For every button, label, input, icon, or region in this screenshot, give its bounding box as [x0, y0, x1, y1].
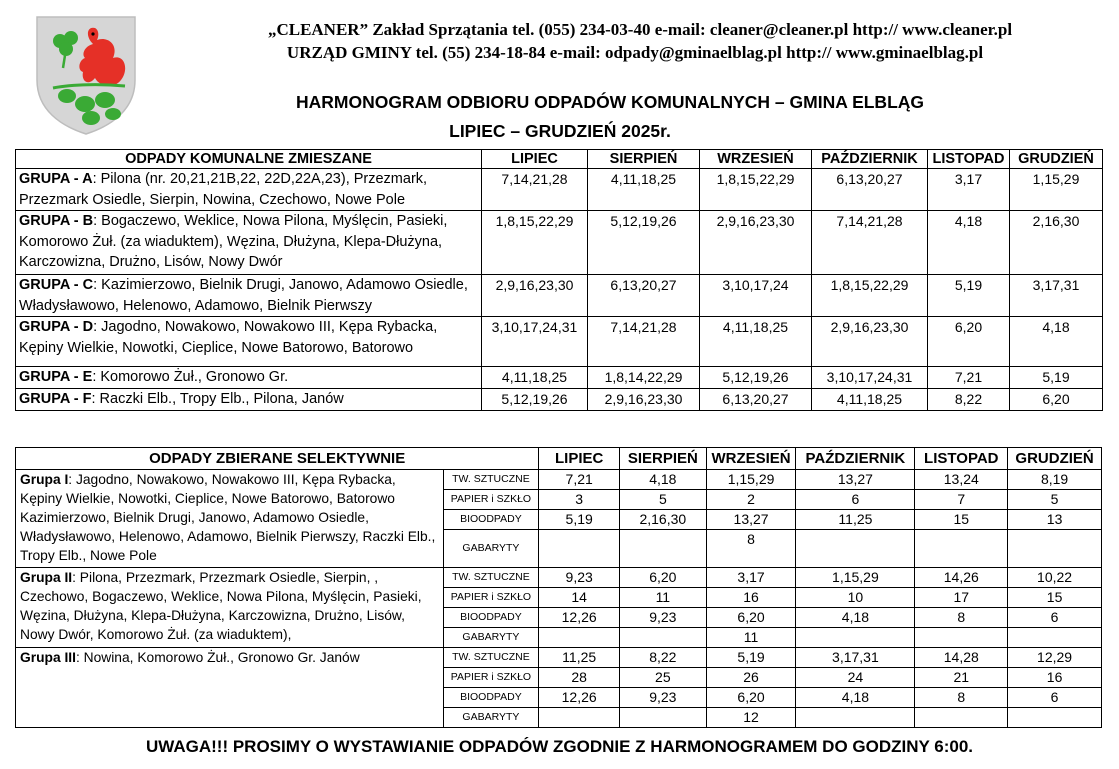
- date-cell: 2,16,30: [1010, 211, 1103, 275]
- date-cell: [1008, 530, 1102, 568]
- date-cell: 14,28: [915, 648, 1008, 668]
- waste-type-label: BIOODPADY: [443, 688, 539, 708]
- date-cell: 13,27: [796, 470, 915, 490]
- date-cell: 2,9,16,23,30: [700, 211, 812, 275]
- waste-type-label: PAPIER i SZKŁO: [443, 588, 539, 608]
- date-cell: 4,18: [619, 470, 706, 490]
- date-cell: [915, 530, 1008, 568]
- group-label: GRUPA - B: [19, 213, 94, 229]
- date-cell: 6,20: [706, 688, 796, 708]
- group-cell: [16, 648, 444, 728]
- date-cell: 6,20: [706, 608, 796, 628]
- group-cell: [16, 275, 482, 317]
- date-cell: 7,14,21,28: [482, 169, 588, 211]
- date-cell: 7,14,21,28: [812, 211, 928, 275]
- date-cell: [619, 628, 706, 648]
- date-cell: [539, 628, 620, 648]
- date-cell: 24: [796, 668, 915, 688]
- date-cell: 8,22: [928, 389, 1010, 411]
- date-cell: 5: [1008, 490, 1102, 510]
- column-header: PAŹDZIERNIK: [796, 448, 915, 470]
- date-cell: 6: [1008, 608, 1102, 628]
- date-cell: 28: [539, 668, 620, 688]
- table-row: [16, 367, 1103, 389]
- warning-notice: UWAGA!!! PROSIMY O WYSTAWIANIE ODPADÓW ZGODNIE Z HARMONOGRAMEM DO GODZINY 6:00.: [145, 737, 974, 756]
- column-header: LIPIEC: [482, 150, 588, 169]
- date-cell: 25: [619, 668, 706, 688]
- date-cell: 7: [915, 490, 1008, 510]
- date-cell: 4,18: [796, 688, 915, 708]
- date-cell: 13,24: [915, 470, 1008, 490]
- date-cell: 3,10,17,24: [700, 275, 812, 317]
- date-cell: 9,23: [619, 688, 706, 708]
- date-cell: 1,15,29: [796, 568, 915, 588]
- column-header: PAŹDZIERNIK: [812, 150, 928, 169]
- date-cell: [539, 530, 620, 568]
- column-header: LISTOPAD: [915, 448, 1008, 470]
- waste-type-label: GABARYTY: [443, 708, 539, 728]
- column-header: WRZESIEŃ: [700, 150, 812, 169]
- date-cell: 2,16,30: [619, 510, 706, 530]
- group-cell: [16, 367, 482, 389]
- group-label: GRUPA - E: [19, 369, 93, 385]
- column-header: SIERPIEŃ: [619, 448, 706, 470]
- date-cell: 6: [1008, 688, 1102, 708]
- waste-type-label: BIOODPADY: [443, 608, 539, 628]
- date-cell: 5,12,19,26: [588, 211, 700, 275]
- date-cell: 4,18: [796, 608, 915, 628]
- waste-type-label: GABARYTY: [443, 628, 539, 648]
- table-row: [16, 317, 1103, 367]
- group-label: Grupa I: [20, 472, 69, 487]
- date-cell: 6,13,20,27: [700, 389, 812, 411]
- date-cell: 2,9,16,23,30: [588, 389, 700, 411]
- date-cell: 3,10,17,24,31: [812, 367, 928, 389]
- date-cell: 3,17: [706, 568, 796, 588]
- date-cell: 12,29: [1008, 648, 1102, 668]
- group-label: GRUPA - A: [19, 171, 93, 187]
- date-cell: 3: [539, 490, 620, 510]
- date-cell: 21: [915, 668, 1008, 688]
- column-header: GRUDZIEŃ: [1010, 150, 1103, 169]
- date-cell: 8: [915, 688, 1008, 708]
- table-row: [16, 211, 1103, 275]
- date-cell: 5,12,19,26: [482, 389, 588, 411]
- date-cell: 5,19: [539, 510, 620, 530]
- waste-type-label: TW. SZTUCZNE: [443, 470, 539, 490]
- waste-type-label: PAPIER i SZKŁO: [443, 668, 539, 688]
- column-header: SIERPIEŃ: [588, 150, 700, 169]
- date-cell: [915, 708, 1008, 728]
- date-cell: [915, 628, 1008, 648]
- date-cell: 8: [915, 608, 1008, 628]
- date-cell: 7,14,21,28: [588, 317, 700, 367]
- column-header: ODPADY ZBIERANE SELEKTYWNIE: [16, 448, 539, 470]
- date-cell: 2,9,16,23,30: [812, 317, 928, 367]
- group-areas: : Pilona (nr. 20,21,21B,22, 22D,22A,23), Przezmark, Przezmark Osiedle, Sierpin, Nowina, Czechowo, Nowe Pole: [19, 171, 428, 208]
- date-cell: 14: [539, 588, 620, 608]
- date-cell: 9,23: [539, 568, 620, 588]
- date-cell: [1008, 628, 1102, 648]
- date-cell: 8,19: [1008, 470, 1102, 490]
- date-cell: 4,18: [928, 211, 1010, 275]
- date-cell: 4,18: [1010, 317, 1103, 367]
- group-areas: : Kazimierzowo, Bielnik Drugi, Janowo, Adamowo Osiedle, Władysławowo, Helenowo, Adamowo, Bielnik Pierwszy: [19, 277, 468, 314]
- date-cell: 6,20: [928, 317, 1010, 367]
- column-header: LISTOPAD: [928, 150, 1010, 169]
- column-header: WRZESIEŃ: [706, 448, 796, 470]
- group-label: GRUPA - C: [19, 277, 94, 293]
- date-cell: 15: [915, 510, 1008, 530]
- date-cell: 8: [706, 530, 796, 568]
- group-cell: [16, 211, 482, 275]
- date-cell: 1,8,14,22,29: [588, 367, 700, 389]
- group-areas: : Pilona, Przezmark, Przezmark Osiedle, Sierpin, , Czechowo, Bogaczewo, Weklice, Nowa Pilona, Myślęcin, Pasieki, Węzina, Dłużyna, Klepa-Dłużyna, Karczowizna, Drużno, Lisów, Nowy Dwór, Komorowo Żuł. (za wiaduktem),: [20, 570, 422, 642]
- group-areas: : Nowina, Komorowo Żuł., Gronowo Gr. Janów: [75, 650, 360, 665]
- date-cell: 6,13,20,27: [812, 169, 928, 211]
- table-row: [16, 389, 1103, 411]
- date-cell: 9,23: [619, 608, 706, 628]
- waste-type-label: GABARYTY: [443, 530, 539, 568]
- date-cell: [619, 708, 706, 728]
- date-cell: 7,21: [928, 367, 1010, 389]
- waste-type-label: BIOODPADY: [443, 510, 539, 530]
- date-cell: 4,11,18,25: [588, 169, 700, 211]
- date-cell: 16: [1008, 668, 1102, 688]
- date-cell: 10,22: [1008, 568, 1102, 588]
- date-cell: 6,20: [619, 568, 706, 588]
- group-areas: : Jagodno, Nowakowo, Nowakowo III, Kępa Rybacka, Kępiny Wielkie, Nowotki, Cieplice, Nowe Batorowo, Batorowo: [19, 319, 438, 356]
- date-cell: 5,12,19,26: [700, 367, 812, 389]
- column-header: GRUDZIEŃ: [1008, 448, 1102, 470]
- group-areas: : Raczki Elb., Tropy Elb., Pilona, Janów: [91, 391, 344, 407]
- group-cell: [16, 568, 444, 648]
- group-label: GRUPA - D: [19, 319, 94, 335]
- group-cell: [16, 389, 482, 411]
- date-cell: [619, 530, 706, 568]
- date-cell: 7,21: [539, 470, 620, 490]
- date-cell: 16: [706, 588, 796, 608]
- date-cell: 11: [706, 628, 796, 648]
- date-cell: 17: [915, 588, 1008, 608]
- column-header: LIPIEC: [539, 448, 620, 470]
- group-areas: : Komorowo Żuł., Gronowo Gr.: [92, 369, 289, 385]
- date-cell: 4,11,18,25: [812, 389, 928, 411]
- waste-type-label: PAPIER i SZKŁO: [443, 490, 539, 510]
- table-row: [16, 648, 1102, 668]
- date-cell: 15: [1008, 588, 1102, 608]
- date-cell: 5: [619, 490, 706, 510]
- table-row: [16, 470, 1102, 490]
- date-cell: [1008, 708, 1102, 728]
- date-cell: 5,19: [706, 648, 796, 668]
- group-areas: : Jagodno, Nowakowo, Nowakowo III, Kępa Rybacka, Kępiny Wielkie, Nowotki, Cieplice, Nowe Batorowo, Batorowo Kazimierzowo, Bielnik Drugi, Janowo, Adamowo Osiedle, Władysławowo, Helenowo, Adamowo, Bielnik Pierwszy, Raczki Elb., Tropy Elb., Nowe Pole: [20, 472, 436, 563]
- date-cell: 12,26: [539, 608, 620, 628]
- date-cell: 13,27: [706, 510, 796, 530]
- date-cell: 1,15,29: [706, 470, 796, 490]
- group-cell: [16, 470, 444, 568]
- table-row: [16, 275, 1103, 317]
- selective-waste-table: [15, 447, 1102, 728]
- date-cell: [539, 708, 620, 728]
- date-cell: [796, 628, 915, 648]
- date-cell: [796, 708, 915, 728]
- date-cell: 14,26: [915, 568, 1008, 588]
- group-cell: [16, 169, 482, 211]
- date-cell: 2,9,16,23,30: [482, 275, 588, 317]
- cleaner-contact-line: „CLEANER” Zakład Sprzątania tel. (055) 234-03-40 e-mail: cleaner@cleaner.pl http:// www.cleaner.pl: [267, 20, 1013, 39]
- date-cell: 1,8,15,22,29: [812, 275, 928, 317]
- waste-type-label: TW. SZTUCZNE: [443, 568, 539, 588]
- date-cell: 12: [706, 708, 796, 728]
- date-cell: 2: [706, 490, 796, 510]
- date-cell: 3,10,17,24,31: [482, 317, 588, 367]
- date-cell: 26: [706, 668, 796, 688]
- group-cell: [16, 317, 482, 367]
- date-cell: 8,22: [619, 648, 706, 668]
- date-cell: 5,19: [928, 275, 1010, 317]
- table-header-row: [16, 150, 1103, 169]
- mixed-waste-table: [15, 149, 1103, 411]
- table-row: [16, 568, 1102, 588]
- date-cell: 1,15,29: [1010, 169, 1103, 211]
- date-cell: 6,20: [1010, 389, 1103, 411]
- date-cell: 3,17,31: [796, 648, 915, 668]
- date-cell: 11: [619, 588, 706, 608]
- table-header-row: [16, 448, 1102, 470]
- date-cell: 1,8,15,22,29: [482, 211, 588, 275]
- group-label: Grupa III: [20, 650, 76, 665]
- date-cell: 4,11,18,25: [700, 317, 812, 367]
- date-cell: 12,26: [539, 688, 620, 708]
- table-row: [16, 169, 1103, 211]
- date-cell: 1,8,15,22,29: [700, 169, 812, 211]
- coat-of-arms-logo: [33, 14, 139, 136]
- date-cell: 10: [796, 588, 915, 608]
- date-cell: 13: [1008, 510, 1102, 530]
- date-cell: 3,17: [928, 169, 1010, 211]
- date-cell: 6: [796, 490, 915, 510]
- date-cell: 6,13,20,27: [588, 275, 700, 317]
- date-cell: 5,19: [1010, 367, 1103, 389]
- date-cell: 4,11,18,25: [482, 367, 588, 389]
- date-cell: 11,25: [539, 648, 620, 668]
- date-cell: [796, 530, 915, 568]
- group-label: GRUPA - F: [19, 391, 92, 407]
- document-subtitle: LIPIEC – GRUDZIEŃ 2025r.: [449, 121, 671, 141]
- document-title: HARMONOGRAM ODBIORU ODPADÓW KOMUNALNYCH – GMINA ELBLĄG: [295, 92, 925, 112]
- waste-type-label: TW. SZTUCZNE: [443, 648, 539, 668]
- date-cell: 11,25: [796, 510, 915, 530]
- municipality-contact-line: URZĄD GMINY tel. (55) 234-18-84 e-mail: odpady@gminaelblag.pl http:// www.gminaelblag.pl: [286, 43, 984, 62]
- group-label: Grupa II: [20, 570, 73, 585]
- date-cell: 3,17,31: [1010, 275, 1103, 317]
- column-header: ODPADY KOMUNALNE ZMIESZANE: [16, 150, 482, 169]
- group-areas: : Bogaczewo, Weklice, Nowa Pilona, Myślęcin, Pasieki, Komorowo Żuł. (za wiaduktem), Węzina, Dłużyna, Klepa-Dłużyna, Karczowizna, Drużno, Lisów, Nowy Dwór: [19, 213, 448, 270]
